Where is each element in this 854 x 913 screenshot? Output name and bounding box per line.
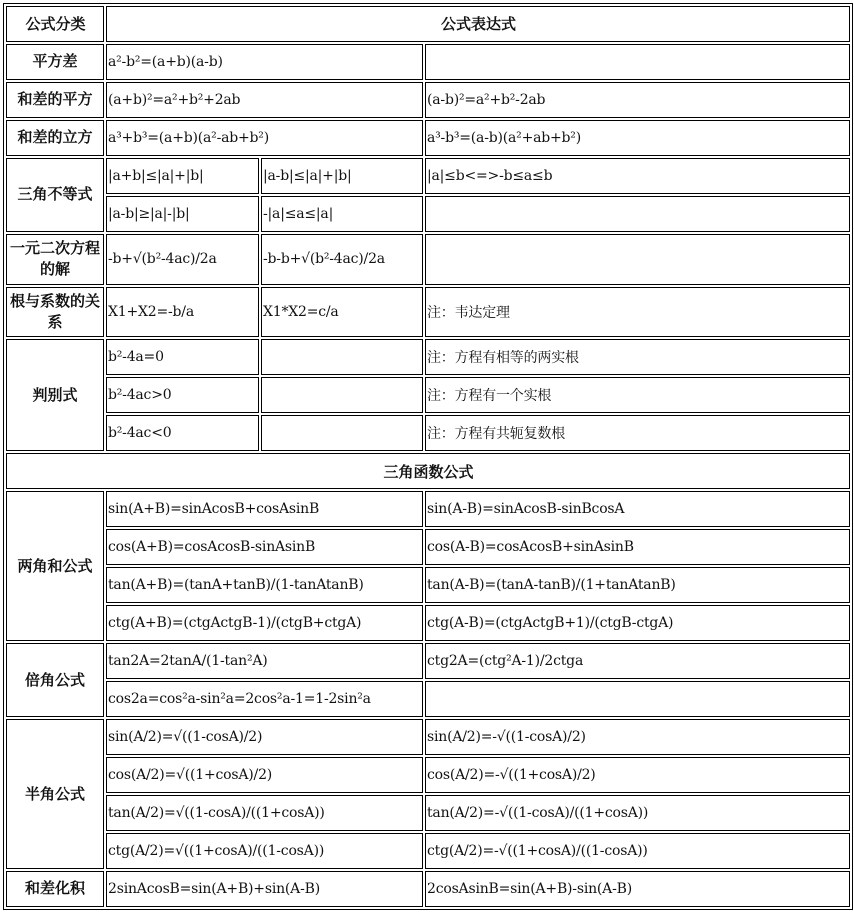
table-row	[6, 377, 850, 413]
table-row	[6, 757, 850, 793]
table-row	[6, 491, 850, 527]
category-label: 和差的立方	[6, 120, 104, 156]
formula-cell: a³+b³=(a+b)(a²-ab+b²)	[106, 120, 423, 156]
formula-cell: ctg(A+B)=(ctgActgB-1)/(ctgB+ctgA)	[106, 605, 423, 641]
formula-cell: a²-b²=(a+b)(a-b)	[106, 44, 423, 80]
empty-cell	[261, 377, 423, 413]
table-row	[6, 287, 850, 338]
formula-cell: X1*X2=c/a	[261, 287, 423, 338]
category-label: 一元二次方程的解	[6, 234, 104, 285]
category-label: 倍角公式	[6, 643, 104, 717]
formula-cell: tan(A-B)=(tanA-tanB)/(1+tanAtanB)	[425, 567, 850, 603]
formula-cell: sin(A+B)=sinAcosB+cosAsinB	[106, 491, 423, 527]
formula-cell: cos(A+B)=cosAcosB-sinAsinB	[106, 529, 423, 565]
table-row	[6, 567, 850, 603]
formula-cell: b²-4ac<0	[106, 415, 259, 451]
formula-cell: cos(A/2)=-√((1+cosA)/2)	[425, 757, 850, 793]
table-row	[6, 719, 850, 755]
table-row	[6, 82, 850, 118]
table-row	[6, 643, 850, 679]
table-header-row	[6, 6, 850, 42]
formula-cell: b²-4a=0	[106, 339, 259, 375]
formula-cell: |a+b|≤|a|+|b|	[106, 158, 259, 194]
formula-cell: ctg(A/2)=-√((1+cosA)/((1-cosA))	[425, 833, 850, 869]
formula-cell: cos(A/2)=√((1+cosA)/2)	[106, 757, 423, 793]
formula-cell: cos(A-B)=cosAcosB+sinAsinB	[425, 529, 850, 565]
formula-cell: -b-b+√(b²-4ac)/2a	[261, 234, 423, 285]
formula-cell: ctg(A/2)=√((1+cosA)/((1-cosA))	[106, 833, 423, 869]
table-row	[6, 415, 850, 451]
category-label: 半角公式	[6, 719, 104, 869]
formula-cell: b²-4ac>0	[106, 377, 259, 413]
header-expression: 公式表达式	[106, 6, 850, 42]
table-row	[6, 795, 850, 831]
note-cell: 注：方程有相等的两实根	[425, 339, 850, 375]
formula-cell: tan(A/2)=-√((1-cosA)/((1+cosA))	[425, 795, 850, 831]
table-row	[6, 833, 850, 869]
formula-cell: |a|≤b<=>-b≤a≤b	[425, 158, 850, 194]
formula-cell: 2sinAcosB=sin(A+B)+sin(A-B)	[106, 871, 423, 907]
table-row	[6, 529, 850, 565]
formula-cell: sin(A/2)=-√((1-cosA)/2)	[425, 719, 850, 755]
table-row	[6, 120, 850, 156]
formula-cell: |a-b|≥|a|-|b|	[106, 196, 259, 232]
formula-cell: X1+X2=-b/a	[106, 287, 259, 338]
formula-cell: sin(A-B)=sinAcosB-sinBcosA	[425, 491, 850, 527]
formula-cell: ctg(A-B)=(ctgActgB+1)/(ctgB-ctgA)	[425, 605, 850, 641]
category-label: 平方差	[6, 44, 104, 80]
formula-cell: ctg2A=(ctg²A-1)/2ctga	[425, 643, 850, 679]
formula-cell: (a-b)²=a²+b²-2ab	[425, 82, 850, 118]
category-label: 两角和公式	[6, 491, 104, 641]
table-row	[6, 196, 850, 232]
empty-cell	[261, 339, 423, 375]
empty-cell	[425, 196, 850, 232]
table-row	[6, 871, 850, 907]
category-label: 和差的平方	[6, 82, 104, 118]
formula-cell: |a-b|≤|a|+|b|	[261, 158, 423, 194]
category-label: 三角不等式	[6, 158, 104, 232]
category-label: 根与系数的关系	[6, 287, 104, 338]
note-cell: 注：方程有一个实根	[425, 377, 850, 413]
category-label: 判别式	[6, 339, 104, 451]
formula-cell: 2cosAsinB=sin(A+B)-sin(A-B)	[425, 871, 850, 907]
empty-cell	[425, 681, 850, 717]
formula-cell: cos2a=cos²a-sin²a=2cos²a-1=1-2sin²a	[106, 681, 423, 717]
category-label: 和差化积	[6, 871, 104, 907]
formula-table	[3, 3, 853, 910]
formula-cell: tan(A/2)=√((1-cosA)/((1+cosA))	[106, 795, 423, 831]
section-title: 三角函数公式	[6, 453, 850, 489]
empty-cell	[261, 415, 423, 451]
table-row	[6, 234, 850, 285]
note-cell: 注：韦达定理	[425, 287, 850, 338]
formula-cell: (a+b)²=a²+b²+2ab	[106, 82, 423, 118]
header-category: 公式分类	[6, 6, 104, 42]
section-header-row	[6, 453, 850, 489]
note-cell: 注：方程有共轭复数根	[425, 415, 850, 451]
formula-cell: -|a|≤a≤|a|	[261, 196, 423, 232]
formula-cell: a³-b³=(a-b)(a²+ab+b²)	[425, 120, 850, 156]
empty-cell	[425, 234, 850, 285]
formula-cell: sin(A/2)=√((1-cosA)/2)	[106, 719, 423, 755]
table-row	[6, 681, 850, 717]
table-row	[6, 605, 850, 641]
empty-cell	[425, 44, 850, 80]
formula-cell: tan2A=2tanA/(1-tan²A)	[106, 643, 423, 679]
table-row	[6, 339, 850, 375]
table-row	[6, 158, 850, 194]
table-row	[6, 44, 850, 80]
formula-cell: tan(A+B)=(tanA+tanB)/(1-tanAtanB)	[106, 567, 423, 603]
formula-cell: -b+√(b²-4ac)/2a	[106, 234, 259, 285]
